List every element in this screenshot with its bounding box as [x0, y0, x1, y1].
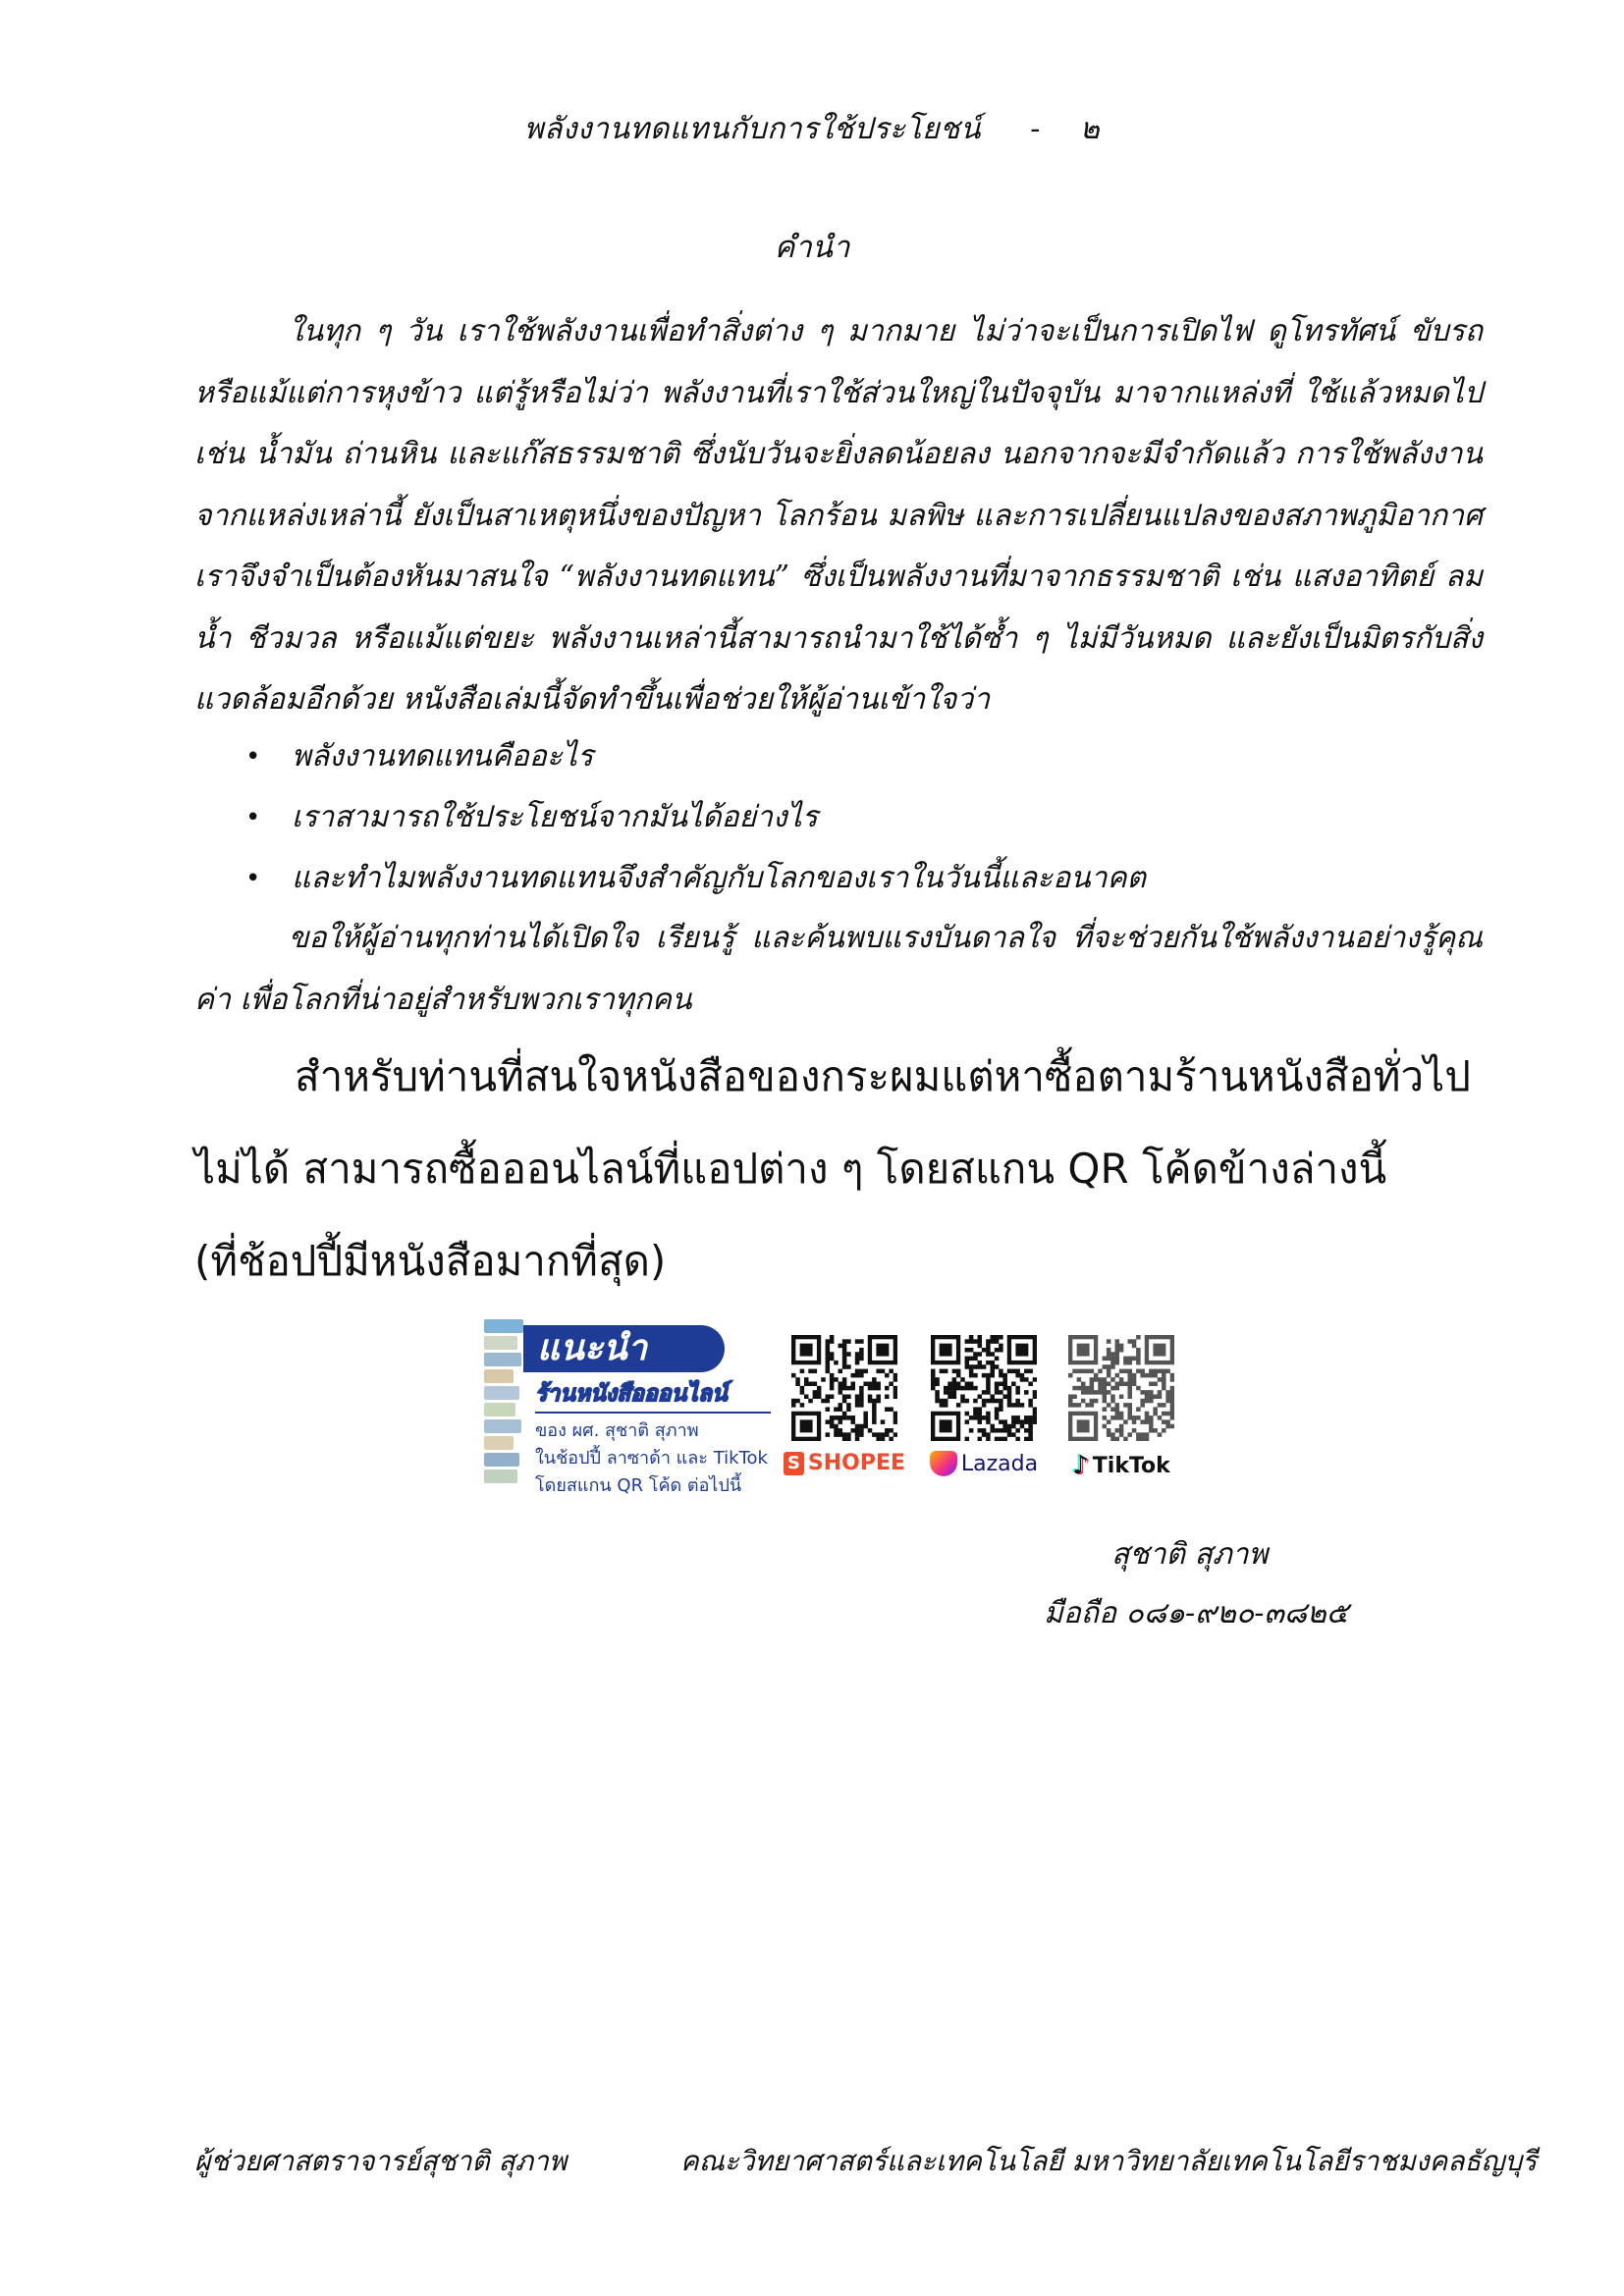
page-title: คำนำ — [774, 230, 850, 265]
shopee-bag-icon: S — [784, 1452, 804, 1475]
phone-label: มือถือ — [1044, 1596, 1116, 1630]
banner-text-line: ของ ผศ. สุชาติ สุภาพ — [535, 1420, 699, 1441]
banner-text — [535, 1417, 768, 1500]
book-stack-icon — [484, 1319, 523, 1486]
banner-subtitle: ร้านหนังสือออนไลน์ — [535, 1381, 728, 1407]
bullet-list — [194, 726, 1483, 909]
phone-number: ๐๘๑-๙๒๐-๓๘๒๕ — [1125, 1596, 1349, 1630]
page-number: ๒ — [1080, 112, 1101, 146]
lazada-qr-block[interactable] — [923, 1335, 1045, 1476]
promo-line-1: สำหรับท่านที่สนใจหนังสือของกระผมแต่หาซื้อตามร้านหนังสือทั่วไป — [295, 1052, 1471, 1100]
banner-title: แนะนำ — [523, 1325, 725, 1372]
lazada-logo — [923, 1451, 1045, 1476]
lazada-qr-code-icon[interactable] — [931, 1335, 1037, 1441]
banner-divider — [535, 1412, 771, 1414]
intro-paragraph: ในทุก ๆ วัน เราใช้พลังงานเพื่อทำสิ่งต่าง ๆ มากมาย ไม่ว่าจะเป็นการเปิดไฟ ดูโทรทัศน์ ขับรถ หรือแม้แต่การหุงข้าว แต่รู้หรือไม่ว่า พลังงานที่เราใช้ส่วนใหญ่ในปัจจุบัน มาจากแหล่งที่ ใช้แล้วหมดไป เช่น น้ำมัน ถ่านหิน และแก๊สธรรมชาติ ซึ่งนับวันจะยิ่งลดน้อยลง นอกจากจะมีจำกัดแล้ว การใช้พลังงานจากแหล่งเหล่านี้ ยังเป็นสาเหตุหนึ่งของปัญหา โลกร้อน มลพิษ และการเปลี่ยนแปลงของสภาพภูมิอากาศ เราจึงจำเป็นต้องหันมาสนใจ “พลังงานทดแทน” ซึ่งเป็นพลังงานที่มาจากธรรมชาติ เช่น แสงอาทิตย์ ลม น้ำ ชีวมวล หรือแม้แต่ขยะ พลังงานเหล่านี้สามารถนำมาใช้ได้ซ้ำ ๆ ไม่มีวันหมด และยังเป็นมิตรกับสิ่งแวดล้อมอีกด้วย หนังสือเล่มนี้จัดทำขึ้นเพื่อช่วยให้ผู้อ่านเข้าใจว่า — [194, 314, 1483, 717]
bullet-item: • และทำไมพลังงานทดแทนจึงสำคัญกับโลกของเราในวันนี้และอนาคต — [194, 848, 1483, 909]
footer-author: ผู้ช่วยศาสตราจารย์สุชาติ สุภาพ — [194, 2145, 568, 2177]
tiktok-logo — [1060, 1451, 1182, 1480]
shopee-logo — [784, 1451, 905, 1475]
running-title: พลังงานทดแทนกับการใช้ประโยชน์ — [523, 112, 982, 146]
tiktok-qr-block[interactable] — [1060, 1335, 1182, 1480]
bullet-item: • พลังงานทดแทนคืออะไร — [194, 726, 1483, 787]
lazada-heart-icon — [930, 1451, 957, 1476]
tiktok-note-icon: ♪ — [1072, 1451, 1089, 1480]
footer-affiliation: คณะวิทยาศาสตร์และเทคโนโลยี มหาวิทยาลัยเทคโนโลยีราชมงคลธัญบุรี — [680, 2145, 1538, 2177]
bookstore-banner — [484, 1315, 781, 1525]
tiktok-qr-code-icon[interactable] — [1068, 1335, 1174, 1441]
banner-text-line: ในช้อปปี้ ลาซาด้า และ TikTok — [535, 1448, 768, 1468]
lazada-label: Lazada — [960, 1451, 1039, 1476]
bullet-item: • เราสามารถใช้ประโยชน์จากมันได้อย่างไร — [194, 787, 1483, 848]
shopee-qr-block[interactable] — [784, 1335, 905, 1475]
running-header — [0, 106, 1624, 152]
promo-line-3: (ที่ช้อปปี้มีหนังสือมากที่สุด) — [194, 1237, 667, 1285]
signature-phone — [1044, 1590, 1349, 1636]
signature-name: สุชาติ สุภาพ — [1111, 1537, 1269, 1572]
closing-paragraph: ขอให้ผู้อ่านทุกท่านได้เปิดใจ เรียนรู้ และค้นพบแรงบันดาลใจ ที่จะช่วยกันใช้พลังงานอย่างรู้คุณค่า เพื่อโลกที่น่าอยู่สำหรับพวกเราทุกคน — [194, 921, 1483, 1017]
shopee-qr-code-icon[interactable] — [791, 1335, 897, 1441]
tiktok-label: TikTok — [1092, 1453, 1170, 1478]
banner-text-line: โดยสแกน QR โค้ด ต่อไปนี้ — [535, 1475, 742, 1496]
header-separator: - — [1030, 112, 1041, 146]
promo-line-2: ไม่ได้ สามารถซื้อออนไลน์ที่แอปต่าง ๆ โดยสแกน QR โค้ดข้างล่างนี้ — [194, 1145, 1387, 1193]
shopee-label: SHOPEE — [807, 1451, 905, 1475]
promo-notice — [194, 1031, 1500, 1308]
